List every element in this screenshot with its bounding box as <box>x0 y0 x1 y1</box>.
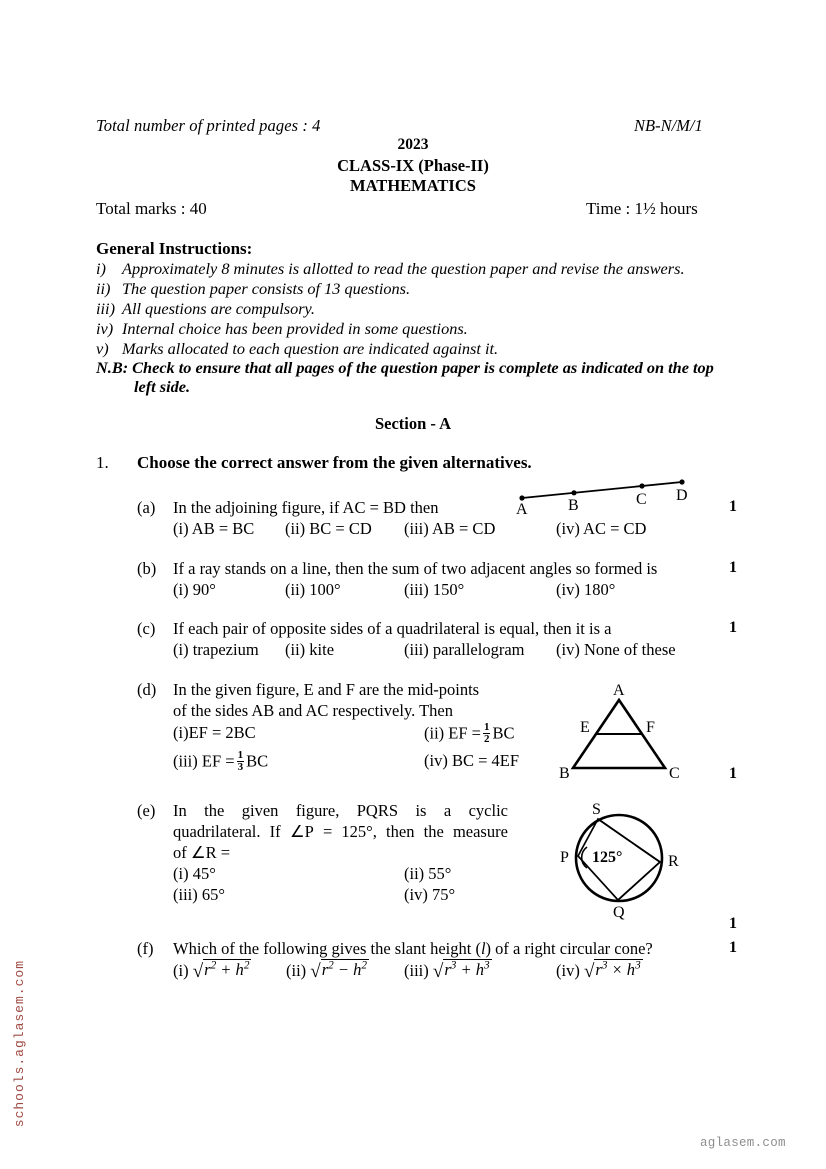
instruction-text: The question paper consists of 13 questions. <box>122 279 411 298</box>
word: In <box>173 801 187 820</box>
figure-label-R: R <box>668 853 679 870</box>
question-e-option-iv[interactable]: (iv) 75° <box>404 885 456 904</box>
question-c-text: If each pair of opposite sides of a quadrilateral is equal, then it is a <box>173 619 612 638</box>
question-b-option-ii[interactable]: (ii) 100° <box>285 580 341 599</box>
word: the <box>204 801 225 820</box>
option-label: (iii) <box>404 961 429 980</box>
figure-label-B: B <box>559 765 570 782</box>
slant-height-symbol: l <box>480 939 486 958</box>
question-b-label: (b) <box>137 559 157 578</box>
nb-note <box>96 358 786 396</box>
figure-label-S: S <box>592 801 601 818</box>
printed-pages-note: Total number of printed pages : 4 <box>96 116 321 135</box>
question-e-option-ii[interactable]: (ii) 55° <box>404 864 452 883</box>
word: measure <box>452 822 508 841</box>
word: quadrilateral. <box>173 822 261 841</box>
radical-sign-icon: √ <box>583 961 595 982</box>
question-f-option-i[interactable] <box>173 960 251 982</box>
section-heading: Section - A <box>374 414 452 433</box>
figure-label-C: C <box>669 765 680 782</box>
question-e-label: (e) <box>137 801 156 820</box>
question-f-text-part1: Which of the following gives the slant height ( <box>173 939 481 958</box>
question-d-option-ii[interactable] <box>424 723 514 746</box>
question-d-option-iv[interactable]: (iv) BC = 4EF <box>424 751 520 770</box>
instruction-number: iii) <box>96 299 115 318</box>
question-1-title: Choose the correct answer from the given alternatives. <box>137 453 532 472</box>
radicand: $r^2 - h^2$ <box>321 959 368 979</box>
radicand: $r^3 \times h^3$ <box>595 959 641 979</box>
word: cyclic <box>468 801 508 820</box>
figure-triangle-midsegment <box>553 678 689 783</box>
exam-class: CLASS-IX (Phase-II) <box>337 156 489 175</box>
radical-expression <box>193 960 252 982</box>
word: the <box>423 822 444 841</box>
fraction-one-third <box>237 750 245 773</box>
nb-note-line1: N.B: Check to ensure that all pages of the question paper is complete as indicated on the top <box>96 358 714 377</box>
fraction-one-half <box>483 722 491 745</box>
question-b-option-i[interactable]: (i) 90° <box>173 580 216 599</box>
instruction-item-5 <box>96 339 498 359</box>
instruction-text: Internal choice has been provided in some questions. <box>122 319 468 338</box>
question-d-option-i[interactable]: (i)EF = 2BC <box>173 723 256 742</box>
instruction-number: i) <box>96 259 106 278</box>
question-c-option-ii[interactable]: (ii) kite <box>285 640 335 659</box>
question-e-option-iii[interactable]: (iii) 65° <box>173 885 225 904</box>
instruction-number: v) <box>96 339 109 358</box>
figure-label-Q: Q <box>613 904 625 921</box>
instruction-text: All questions are compulsory. <box>122 299 315 318</box>
radical-sign-icon: √ <box>432 961 444 982</box>
radical-expression <box>310 960 369 982</box>
option-label: (i) <box>173 961 189 980</box>
question-f-text-part2: ) of a right circular cone? <box>485 939 653 958</box>
radical-expression <box>584 960 643 982</box>
question-a-option-iv[interactable]: (iv) AC = CD <box>556 519 647 538</box>
question-c-option-i[interactable]: (i) trapezium <box>173 640 259 659</box>
question-d-option-iii[interactable] <box>173 751 268 774</box>
question-b-option-iv[interactable]: (iv) 180° <box>556 580 616 599</box>
question-f-label: (f) <box>137 939 154 958</box>
figure-label-D: D <box>676 487 688 504</box>
question-1-number: 1. <box>96 453 109 472</box>
radicand: $r^2 + h^2$ <box>204 959 250 979</box>
question-a-option-ii[interactable]: (ii) BC = CD <box>285 519 372 538</box>
figure-label-A: A <box>613 682 625 699</box>
question-b-marks: 1 <box>729 559 737 576</box>
instruction-item-1 <box>96 259 685 279</box>
question-e-text-line2 <box>173 822 508 842</box>
question-f-option-ii[interactable] <box>286 960 369 982</box>
radical-sign-icon: √ <box>310 961 321 982</box>
radical-sign-icon: √ <box>192 961 204 982</box>
word: PQRS <box>356 801 399 820</box>
instruction-text: Approximately 8 minutes is allotted to read the question paper and revise the answers. <box>122 259 685 278</box>
question-f-option-iv[interactable] <box>556 960 643 982</box>
figure-label-B: B <box>568 497 579 514</box>
question-e-marks: 1 <box>729 915 737 932</box>
question-a-text: In the adjoining figure, if AC = BD then <box>173 498 439 517</box>
instruction-text: Marks allocated to each question are indicated against it. <box>122 339 499 358</box>
question-f-marks: 1 <box>729 939 737 956</box>
figure-label-P: P <box>560 849 569 866</box>
figure-collinear-points <box>512 476 692 518</box>
question-f-text <box>173 939 653 959</box>
question-a-marks: 1 <box>729 498 737 515</box>
figure-label-A: A <box>516 501 528 518</box>
option-label: (iv) <box>556 961 580 980</box>
question-e-option-i[interactable]: (i) 45° <box>173 864 216 883</box>
bottom-watermark: aglasem.com <box>700 1136 786 1150</box>
figure-label-F: F <box>646 719 655 736</box>
instruction-item-4 <box>96 319 468 339</box>
question-d-label: (d) <box>137 680 157 699</box>
instruction-number: iv) <box>96 319 114 338</box>
option-ii-prefix: (ii) EF = <box>424 723 481 743</box>
exam-subject: MATHEMATICS <box>350 176 476 195</box>
instruction-item-2 <box>96 279 410 299</box>
word: = <box>322 822 333 841</box>
option-iii-prefix: (iii) EF = <box>173 751 235 771</box>
word: ∠P <box>289 822 314 841</box>
question-d-text-line2: of the sides AB and AC respectively. Then <box>173 701 453 720</box>
option-iii-suffix: BC <box>246 751 269 771</box>
question-c-label: (c) <box>137 619 156 638</box>
fraction-numerator: 1 <box>237 749 244 761</box>
question-d-marks: 1 <box>729 765 737 782</box>
word: then <box>386 822 415 841</box>
fraction-numerator: 1 <box>483 721 490 733</box>
nb-note-line2: left side. <box>134 377 191 396</box>
word: If <box>269 822 281 841</box>
figure-label-C: C <box>636 491 647 508</box>
question-a-option-i[interactable]: (i) AB = BC <box>173 519 255 538</box>
word: figure, <box>295 801 340 820</box>
word: given <box>241 801 279 820</box>
figure-label-E: E <box>580 719 590 736</box>
paper-code: NB-N/M/1 <box>634 116 703 135</box>
question-a-option-iii[interactable]: (iii) AB = CD <box>404 519 496 538</box>
side-watermark: schools.aglasem.com <box>12 960 27 1128</box>
radicand: $r^3 + h^3$ <box>444 959 490 979</box>
question-c-option-iv[interactable]: (iv) None of these <box>556 640 676 659</box>
option-label: (ii) <box>286 961 307 980</box>
word: is <box>415 801 427 820</box>
question-e-text-line3: of ∠R = <box>173 843 231 862</box>
question-c-option-iii[interactable]: (iii) parallelogram <box>404 640 525 659</box>
question-d-text-line1: In the given figure, E and F are the mid-points <box>173 680 480 699</box>
question-b-option-iii[interactable]: (iii) 150° <box>404 580 465 599</box>
question-f-option-iii[interactable] <box>404 960 492 982</box>
fraction-denominator: 2 <box>483 733 490 745</box>
figure-angle-value: 125° <box>592 849 623 866</box>
total-marks: Total marks : 40 <box>96 199 207 218</box>
option-ii-suffix: BC <box>492 723 515 743</box>
figure-cyclic-quadrilateral <box>556 798 690 920</box>
fraction-denominator: 3 <box>237 761 244 773</box>
question-b-text: If a ray stands on a line, then the sum of two adjacent angles so formed is <box>173 559 658 578</box>
word: 125°, <box>341 822 377 841</box>
exam-year: 2023 <box>397 136 429 153</box>
radical-expression <box>433 960 492 982</box>
question-a-label: (a) <box>137 498 156 517</box>
instruction-number: ii) <box>96 279 111 298</box>
question-e-text-line1 <box>173 801 508 821</box>
word: a <box>443 801 452 820</box>
question-c-marks: 1 <box>729 619 737 636</box>
instruction-item-3 <box>96 299 315 319</box>
exam-duration: Time : 1½ hours <box>586 199 698 218</box>
general-instructions-title: General Instructions: <box>96 239 253 258</box>
